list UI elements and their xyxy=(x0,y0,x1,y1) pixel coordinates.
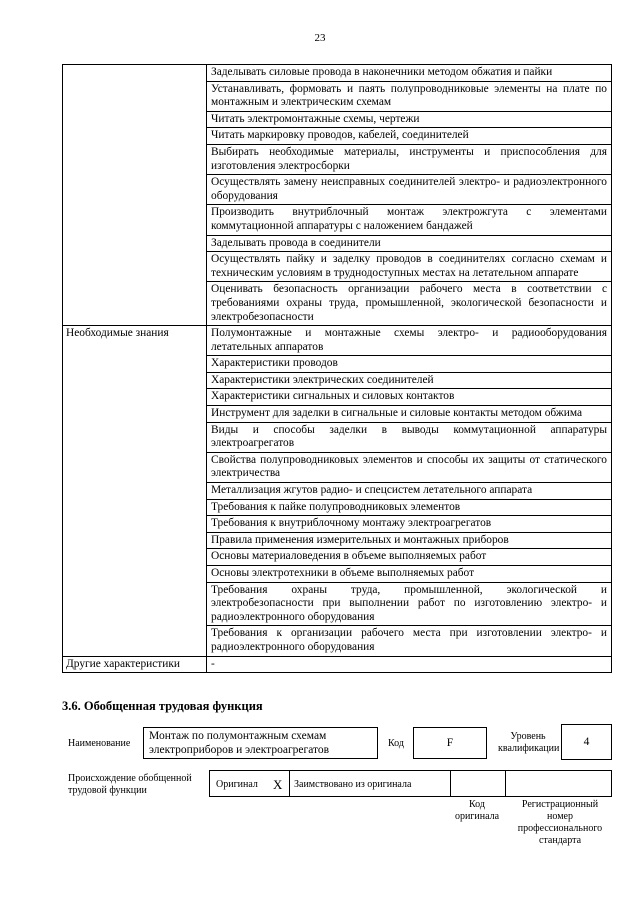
requirements-table xyxy=(62,64,612,673)
original-label: Оригинал xyxy=(216,779,258,790)
table-row xyxy=(63,65,612,82)
table-cell: Выбирать необходимые материалы, инструменты и приспособления для изготовления электросборки xyxy=(207,144,612,174)
table-cell: Читать маркировку проводов, кабелей, соединителей xyxy=(207,128,612,145)
origin-divider-3 xyxy=(505,771,506,796)
name-value: Монтаж по полумонтажным схемам электроприборов и электроагрегатов xyxy=(149,730,330,756)
table-cell: Требования охраны труда, промышленной, экологической и электробезопасности при выполнении работ по изготовлению электро- и радиоэлектронного оборудования xyxy=(207,582,612,626)
table-cell: Основы электротехники в объеме выполняемых работ xyxy=(207,566,612,583)
level-value-box xyxy=(561,724,612,760)
table-cell: Основы материаловедения в объеме выполняемых работ xyxy=(207,549,612,566)
name-value-box xyxy=(143,727,378,759)
name-label: Наименование xyxy=(68,738,131,749)
table-cell: Заделывать провода в соединители xyxy=(207,235,612,252)
other-label-cell: Другие характеристики xyxy=(63,656,207,673)
table-cell: Инструмент для заделки в сигнальные и силовые контакты методом обжима xyxy=(207,406,612,423)
table-cell: Устанавливать, формовать и паять полупроводниковые элементы на плате по монтажным и электрическим схемам xyxy=(207,81,612,111)
table-cell: Осуществлять замену неисправных соединителей электро- и радиоэлектронного оборудования xyxy=(207,175,612,205)
table-cell: Требования к организации рабочего места при изготовлении электро- и радиоэлектронного оборудования xyxy=(207,626,612,656)
table-cell: Свойства полупроводниковых элементов и способы их защиты от статического электричества xyxy=(207,452,612,482)
origin-divider-1 xyxy=(289,771,290,796)
section-title: 3.6. Обобщенная трудовая функция xyxy=(62,699,263,713)
level-label: Уровень квалификации xyxy=(498,731,560,754)
table-cell: Металлизация жгутов радио- и спецсистем летательного аппарата xyxy=(207,483,612,500)
origin-divider-2 xyxy=(450,771,451,796)
code-value: F xyxy=(446,737,454,749)
code-original-label: Код оригинала xyxy=(454,799,500,822)
code-value-box xyxy=(413,727,487,759)
table-cell: - xyxy=(207,656,612,673)
table-cell: Характеристики сигнальных и силовых контактов xyxy=(207,389,612,406)
knowledge-label-cell: Необходимые знания xyxy=(63,326,207,656)
page-number: 23 xyxy=(314,32,326,44)
table-cell: Характеристики проводов xyxy=(207,356,612,373)
table-cell: Читать электромонтажные схемы, чертежи xyxy=(207,111,612,128)
table-row xyxy=(63,656,612,673)
original-mark: X xyxy=(273,777,283,792)
table-cell: Заделывать силовые провода в наконечники методом обжатия и пайки xyxy=(207,65,612,82)
table-cell: Оценивать безопасность организации рабочего места в соответствии с требованиями охраны труда, промышленной, экологической безопасности и электробезопасности xyxy=(207,282,612,326)
borrowed-label: Заимствовано из оригинала xyxy=(294,779,412,790)
table-row xyxy=(63,326,612,356)
table-cell: Правила применения измерительных и монтажных приборов xyxy=(207,532,612,549)
origin-label: Происхождение обобщенной трудовой функции xyxy=(68,773,192,796)
reg-number-label: Регистрационный номер профессионального стандарта xyxy=(517,799,603,846)
code-label: Код xyxy=(388,738,404,749)
table-cell: Характеристики электрических соединителей xyxy=(207,372,612,389)
level-value: 4 xyxy=(583,736,590,748)
table-cell: Требования к пайке полупроводниковых элементов xyxy=(207,499,612,516)
table-cell: Виды и способы заделки в выводы коммутационной аппаратуры электроагрегатов xyxy=(207,422,612,452)
table-cell: Требования к внутриблочному монтажу электроагрегатов xyxy=(207,516,612,533)
skills-label-cell xyxy=(63,65,207,326)
origin-box xyxy=(209,770,612,797)
table-cell: Производить внутриблочный монтаж электрожгута с элементами коммутационной аппаратуры с наложением бандажей xyxy=(207,205,612,235)
table-cell: Осуществлять пайку и заделку проводов в соединителях согласно схемам и техническим условиям в труднодоступных местах на летательном аппарате xyxy=(207,252,612,282)
table-cell: Полумонтажные и монтажные схемы электро- и радиооборудования летательных аппаратов xyxy=(207,326,612,356)
